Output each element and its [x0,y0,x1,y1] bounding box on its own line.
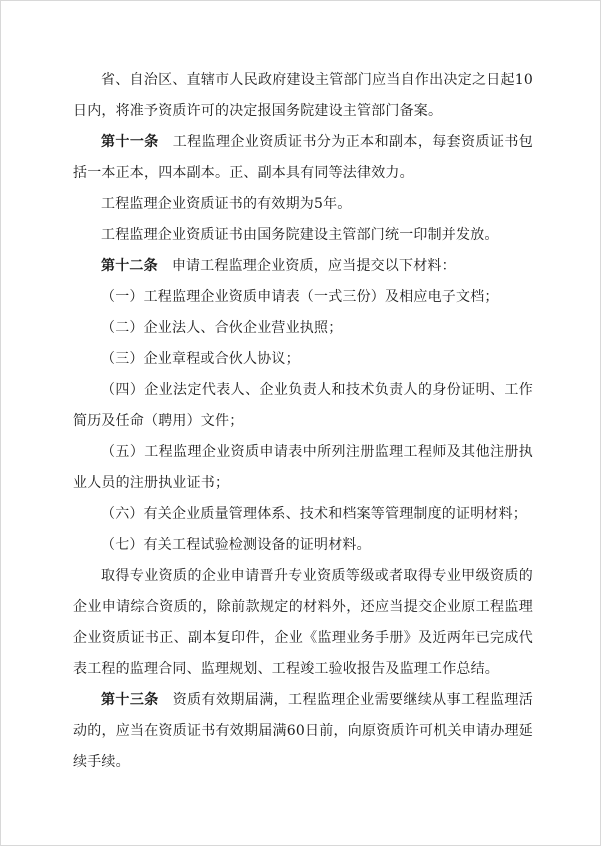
document-body [73,65,533,778]
paragraph-upgrade [73,561,533,685]
list-item-text: （一）工程监理企业资质申请表（一式三份）及相应电子文档； [101,289,499,305]
article-text: 申请工程监理企业资质，应当提交以下材料： [171,258,456,274]
article-number: 第十三条 [101,692,159,708]
paragraph-text: 取得专业资质的企业申请晋升专业资质等级或者取得专业甲级资质的企业申请综合资质的，除前款规定的材料外，还应当提交企业原工程监理企业资质证书正、副本复印件，企业《监理业务手册》及近两年已完成代表工程的监理合同、监理规划、工程竣工验收报告及监理工作总结。 [73,568,533,677]
list-item-text: （六）有关企业质量管理体系、技术和档案等管理制度的证明材料； [101,506,527,522]
article-12 [73,251,533,282]
article-number: 第十一条 [101,134,159,150]
list-item-4 [73,375,533,437]
paragraph-validity [73,189,533,220]
paragraph-filing [73,65,533,127]
list-item-text: （二）企业法人、合伙企业营业执照； [101,320,343,336]
paragraph-printing [73,220,533,251]
list-item-text: （四）企业法定代表人、企业负责人和技术负责人的身份证明、工作简历及任命（聘用）文件； [73,382,533,429]
list-item-5 [73,437,533,499]
paragraph-text: 省、自治区、直辖市人民政府建设主管部门应当自作出决定之日起10日内，将准予资质许可的决定报国务院建设主管部门备案。 [73,72,533,119]
list-item-2 [73,313,533,344]
paragraph-text: 工程监理企业资质证书由国务院建设主管部门统一印制并发放。 [101,227,499,243]
list-item-3 [73,344,533,375]
paragraph-text: 工程监理企业资质证书的有效期为5年。 [101,196,352,212]
list-item-7 [73,530,533,561]
list-item-1 [73,282,533,313]
article-text: 工程监理企业资质证书分为正本和副本，每套资质证书包括一本正本，四本副本。正、副本具有同等法律效力。 [73,134,533,181]
list-item-6 [73,499,533,530]
list-item-text: （五）工程监理企业资质申请表中所列注册监理工程师及其他注册执业人员的注册执业证书； [73,444,533,491]
article-13 [73,685,533,778]
list-item-text: （七）有关工程试验检测设备的证明材料。 [101,537,371,553]
article-number: 第十二条 [101,258,158,274]
list-item-text: （三）企业章程或合伙人协议； [101,351,300,367]
article-11 [73,127,533,189]
article-text: 资质有效期届满，工程监理企业需要继续从事工程监理活动的，应当在资质证书有效期届满60日前，向原资质许可机关申请办理延续手续。 [73,692,533,770]
